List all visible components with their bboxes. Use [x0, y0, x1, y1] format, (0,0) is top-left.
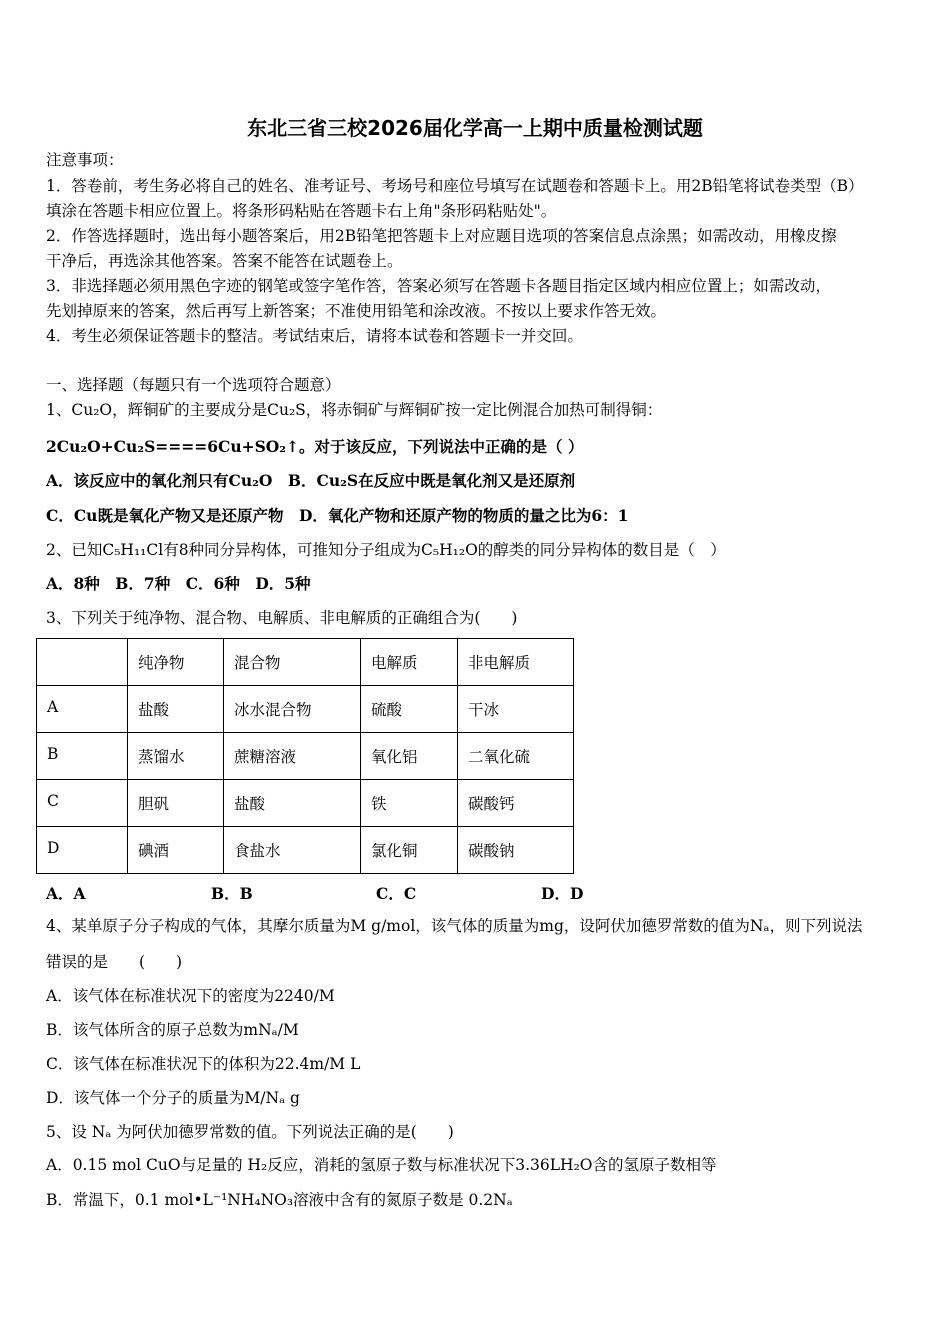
- table-row: [37, 733, 574, 780]
- q1-stem: 1、Cu₂O，辉铜矿的主要成分是Cu₂S，将赤铜矿与辉铜矿按一定比例混合加热可制得铜：: [46, 401, 663, 419]
- table-cell: 碘酒: [128, 827, 224, 874]
- q5-stem: 5、设 Nₐ 为阿伏加德罗常数的值。下列说法正确的是( ): [46, 1123, 454, 1141]
- q4-option-c: C．该气体在标准状况下的体积为22.4m/M L: [46, 1055, 361, 1073]
- table-cell: C: [37, 780, 128, 827]
- table-cell: 铁: [361, 780, 458, 827]
- notice-line: 干净后，再选涂其他答案。答案不能答在试题卷上。: [46, 252, 403, 270]
- table-cell: 碳酸钠: [458, 827, 574, 874]
- notice-heading: 注意事项：: [46, 151, 124, 169]
- table-row: [37, 686, 574, 733]
- table-cell: 食盐水: [224, 827, 361, 874]
- table-row: [37, 780, 574, 827]
- table-cell: 二氧化硫: [458, 733, 574, 780]
- table-cell: 干冰: [458, 686, 574, 733]
- q2-stem: 2、已知C₅H₁₁Cl有8种同分异构体，可推知分子组成为C₅H₁₂O的醇类的同分异构体的数目是（ ）: [46, 541, 726, 559]
- table-header-row: [37, 639, 574, 686]
- table-header: 非电解质: [458, 639, 574, 686]
- notice-line: 3．非选择题必须用黑色字迹的钢笔或签字笔作答，答案必须写在答题卡各题目指定区域内相应位置上；如需改动，: [46, 277, 831, 295]
- table-header: 纯净物: [128, 639, 224, 686]
- notice-line: 2．作答选择题时，选出每小题答案后，用2B铅笔把答题卡上对应题目选项的答案信息点涂黑；如需改动，用橡皮擦: [46, 227, 837, 245]
- q3-option-c: C．C: [376, 884, 417, 903]
- q1-options-ab: A．该反应中的氧化剂只有Cu₂O B．Cu₂S在反应中既是氧化剂又是还原剂: [46, 471, 576, 490]
- table-header: 混合物: [224, 639, 361, 686]
- q1-equation: 2Cu₂O+Cu₂S====6Cu+SO₂↑。对于该反应，下列说法中正确的是（ ）: [46, 437, 584, 456]
- q2-options: A．8种 B．7种 C．6种 D．5种: [46, 574, 311, 593]
- notice-line: 1．答卷前，考生务必将自己的姓名、准考证号、考场号和座位号填写在试题卷和答题卡上。用2B铅笔将试卷类型（B）: [46, 177, 864, 195]
- table-cell: 胆矾: [128, 780, 224, 827]
- page-title: 东北三省三校2026届化学高一上期中质量检测试题: [247, 116, 703, 140]
- q4-option-b: B．该气体所含的原子总数为mNₐ/M: [46, 1021, 299, 1039]
- q3-stem: 3、下列关于纯净物、混合物、电解质、非电解质的正确组合为( ): [46, 609, 518, 627]
- notice-line: 4．考生必须保证答题卡的整洁。考试结束后，请将本试卷和答题卡一并交回。: [46, 327, 583, 345]
- table-cell: 盐酸: [224, 780, 361, 827]
- section-heading: 一、选择题（每题只有一个选项符合题意）: [46, 376, 341, 394]
- q4-stem: 4、某单原子分子构成的气体，其摩尔质量为M g/mol，该气体的质量为mg，设阿伏加德罗常数的值为Nₐ，则下列说法: [46, 917, 863, 935]
- table-cell: 蔗糖溶液: [224, 733, 361, 780]
- q5-option-b: B．常温下，0.1 mol•L⁻¹NH₄NO₃溶液中含有的氮原子数是 0.2Nₐ: [46, 1191, 513, 1209]
- q3-table: [36, 638, 574, 874]
- q1-options-cd: C．Cu既是氧化产物又是还原产物 D．氧化产物和还原产物的物质的量之比为6：1: [46, 506, 629, 525]
- table-cell: 冰水混合物: [224, 686, 361, 733]
- table-cell: 硫酸: [361, 686, 458, 733]
- q4-stem-cont: 错误的是 ( ): [46, 953, 183, 971]
- table-cell: 盐酸: [128, 686, 224, 733]
- table-cell: 氧化铝: [361, 733, 458, 780]
- table-header: 电解质: [361, 639, 458, 686]
- q3-option-a: A．A: [46, 884, 86, 903]
- q3-option-b: B．B: [211, 884, 253, 903]
- notice-line: 填涂在答题卡相应位置上。将条形码粘贴在答题卡右上角"条形码粘贴处"。: [46, 202, 557, 220]
- table-header: [37, 639, 128, 686]
- q5-option-a: A．0.15 mol CuO与足量的 H₂反应，消耗的氢原子数与标准状况下3.36LH₂O含的氢原子数相等: [46, 1156, 717, 1174]
- table-cell: 氯化铜: [361, 827, 458, 874]
- table-cell: 蒸馏水: [128, 733, 224, 780]
- table-cell: D: [37, 827, 128, 874]
- notice-line: 先划掉原来的答案，然后再写上新答案；不准使用铅笔和涂改液。不按以上要求作答无效。: [46, 302, 667, 320]
- table-cell: 碳酸钙: [458, 780, 574, 827]
- q4-option-d: D．该气体一个分子的质量为M/Nₐ g: [46, 1089, 300, 1107]
- table-cell: A: [37, 686, 128, 733]
- table-row: [37, 827, 574, 874]
- q3-option-d: D．D: [541, 884, 584, 903]
- table-cell: B: [37, 733, 128, 780]
- q4-option-a: A．该气体在标准状况下的密度为2240/M: [46, 987, 335, 1005]
